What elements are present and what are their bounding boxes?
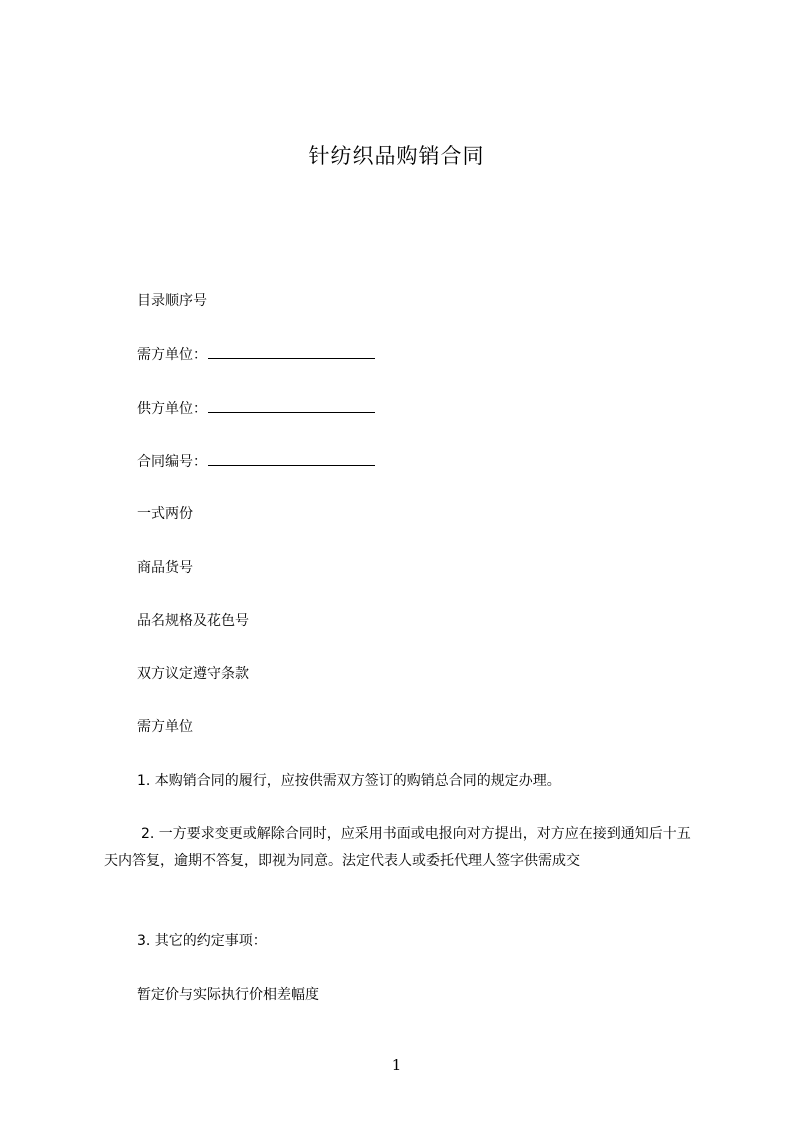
supplier-unit-blank-line <box>208 398 375 413</box>
supplier-unit-field <box>137 398 375 419</box>
buyer-unit-label: 需方单位： <box>137 347 207 363</box>
clause-3: 3. 其它的约定事项： <box>137 933 267 949</box>
buyer-unit-text: 需方单位 <box>137 719 193 735</box>
contract-number-label: 合同编号： <box>137 454 207 470</box>
document-title: 针纺织品购销合同 <box>308 144 485 168</box>
copies-text: 一式两份 <box>137 506 193 522</box>
price-difference-note: 暂定价与实际执行价相差幅度 <box>137 987 319 1003</box>
buyer-unit-field <box>137 344 375 365</box>
terms-heading: 双方议定遵守条款 <box>137 666 249 682</box>
catalog-label: 目录顺序号 <box>137 293 207 309</box>
contract-number-field <box>137 451 375 472</box>
product-code-label: 商品货号 <box>137 560 193 576</box>
buyer-unit-blank-line <box>208 344 375 359</box>
clause-2: 2. 一方要求变更或解除合同时，应采用书面或电报向对方提出，对方应在接到通知后十五天内答复，逾期不答复，即视为同意。法定代表人或委托代理人签字供需成交 <box>104 826 691 869</box>
supplier-unit-label: 供方单位： <box>137 401 207 417</box>
clause-1: 1. 本购销合同的履行，应按供需双方签订的购销总合同的规定办理。 <box>137 773 561 789</box>
product-spec-label: 品名规格及花色号 <box>137 613 249 629</box>
contract-number-blank-line <box>208 451 375 466</box>
page-number: 1 <box>391 1056 402 1074</box>
